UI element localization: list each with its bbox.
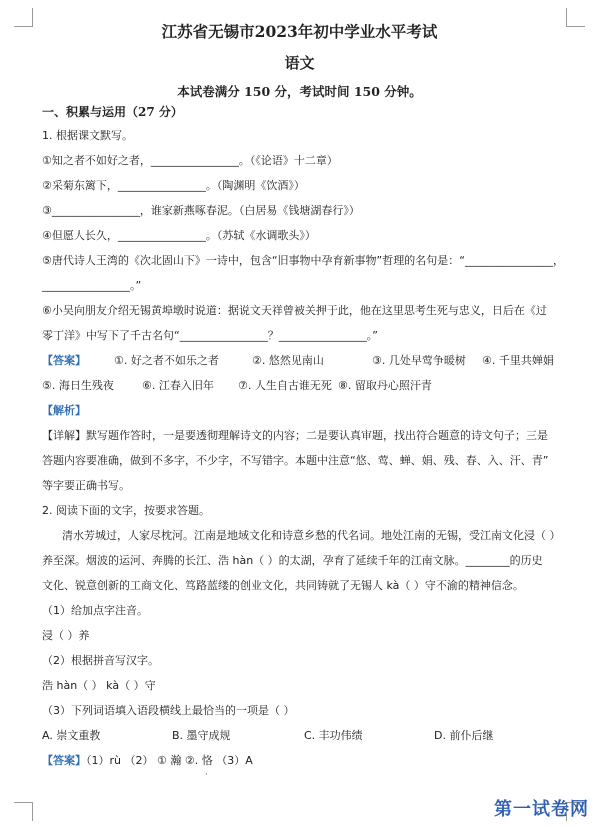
sub-question-2: （2）根据拼音写汉字。 [42,654,159,667]
question-1-line-5b: ________________。” [42,279,142,292]
answer-tag: 【答案】 [42,754,86,767]
detail-line-1 [42,427,548,443]
sub-question-3: （3）下列词语填入语段横线上最恰当的一项是（ ） [42,704,295,717]
choice-b: B. 墨守成规 [172,729,231,742]
answer-text: （1）rù （2） ① 瀚 ②. 恪 （3）A [86,754,253,767]
answer-item: ⑥. 江春入旧年 [142,379,214,392]
question-1-line-5a: ⑤唐代诗人王湾的《次北固山下》一诗中，包含“旧事物中孕育新事物”哲理的名句是：“________________， [42,254,564,267]
passage-line-1: 清水芳城过，人家尽枕河。江南是地域文化和诗意乡愁的代名词。地处江南的无锡，受江南文化浸（ ） [62,529,561,542]
detail-line-2: 答题内容要准确，做到不多字，不少字，不写错字。本题中注意“悠、莺、蝉、娟、残、春、入、汗、青” [42,454,549,467]
question-2-stem: 2. 阅读下面的文字，按要求答题。 [42,504,210,517]
answer-item: ⑦. 人生自古谁无死 [238,379,332,392]
sub-question-1-blank: 浸（ ）养 [42,629,90,642]
answer-item: ⑧. 留取丹心照汗青 [338,379,432,392]
answer-item: ③. 几处早莺争暖树 [372,354,466,367]
question-2-answer [42,752,253,768]
crop-mark-bottom-left [14,802,33,821]
analysis-tag: 【解析】 [42,404,86,417]
choice-c: C. 丰功伟绩 [304,729,363,742]
question-1-line-1: ①知之者不如好之者，________________。（《论语》十二章） [42,154,338,167]
question-1-stem: 1. 根据课文默写。 [42,129,133,142]
answer-tag: 【答案】 [42,354,86,367]
question-1-line-3: ③________________，谁家新燕啄春泥。（白居易《钱塘湖春行》） [42,204,360,217]
detail-line-3: 等字要正确书写。 [42,479,130,492]
page-mark: · [205,770,208,780]
question-1-line-4: ④但愿人长久，________________。（苏轼《水调歌头》） [42,229,316,242]
question-1-line-2: ②采菊东篱下，________________。（陶渊明《饮酒》） [42,179,305,192]
sub-question-2-blank: 浩 hàn（ ） kà（ ）守 [42,679,156,692]
detail-tag: 【详解】 [42,429,86,442]
question-1-line-6a: ⑥小吴向朋友介绍无锡黄埠墩时说道：据说文天祥曾被关押于此，他在这里思考生死与忠义，日后在《过 [42,304,547,317]
site-logo: 第一试卷网 [494,799,589,820]
passage-line-2: 养至深。烟波的运河、奔腾的长江、浩 hàn（ ）的太湖，孕育了延续千年的江南文脉。________的历史 [42,554,543,567]
choice-a: A. 崇文重教 [42,729,101,742]
sub-question-1: （1）给加点字注音。 [42,604,148,617]
detail-text: 默写题作答时，一是要透彻理解诗文的内容；二是要认真审题，找出符合题意的诗文句子；三是 [86,429,548,442]
answer-item: ⑤. 海日生残夜 [42,379,114,392]
answer-item: ④. 千里共婵娟 [482,354,554,367]
section-heading: 一、积累与运用（27 分） [42,105,183,119]
page-title: 江苏省无锡市2023年初中学业水平考试 [161,22,438,41]
answer-item: ②. 悠然见南山 [252,354,324,367]
exam-info: 本试卷满分 150 分，考试时间 150 分钟。 [177,84,422,99]
passage-line-3: 文化、锐意创新的工商文化、笃路蓝缕的创业文化，共同铸就了无锡人 kà（ ）守不渝的精神信念。 [42,579,524,592]
question-1-line-6b: 零丁洋》中写下了千古名句“________________？________________。” [42,329,378,342]
choice-d: D. 前仆后继 [434,729,494,742]
answer-item: ①. 好之者不如乐之者 [114,354,219,367]
subject-title: 语文 [284,54,315,72]
